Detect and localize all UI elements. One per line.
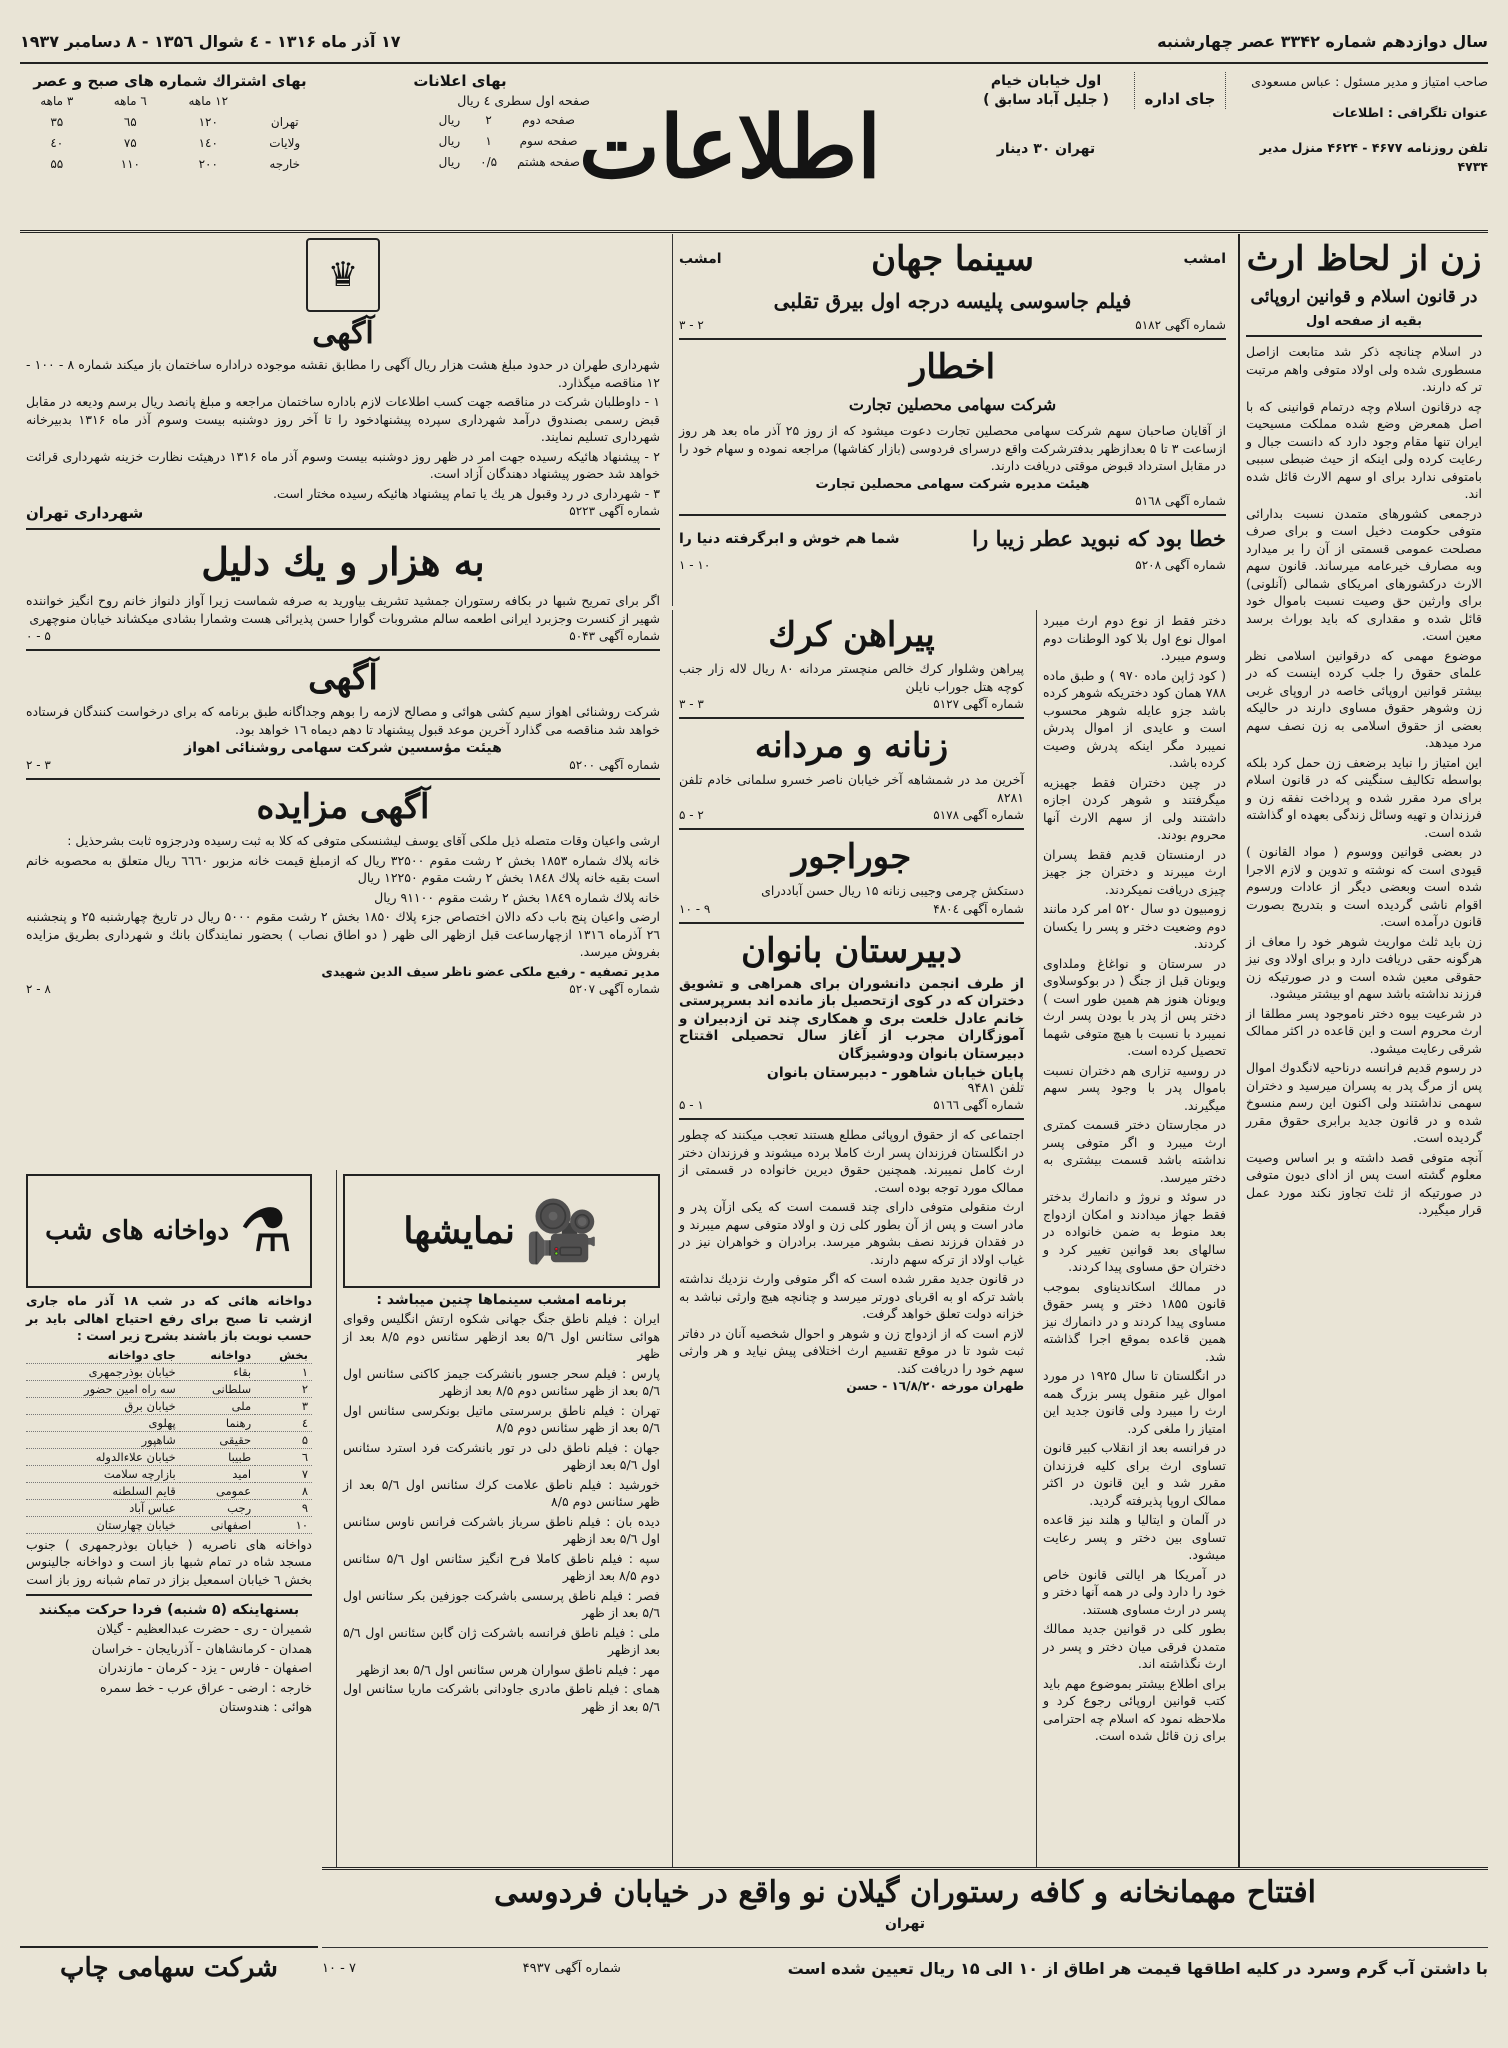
notice-headline: آگهی <box>308 658 378 698</box>
list-item: جهان : فیلم ناطق دلی در تور بانشرکت فرد استرد سئانس اول ۵/٦ بعد ازظهر <box>343 1439 660 1472</box>
school-body: از طرف انجمن دانشوران برای همراهی و تشویق دختران که در کوی ازتحصیل باز مانده اند بسرپرستی خانم عادل خلعت بری و همکاری چند تن ازدبیران و آموزگاران مجرب از آغاز سال تحصیلی اقتتاح دبیرستان بانوان ودوشیزگان <box>679 975 1024 1062</box>
cinema-ad <box>679 234 1226 332</box>
article-paragraph: ( کود ژاپن ماده ۹۷۰ ) و طبق ماده ۷۸۸ همان کود دختریکه شوهر کرده باشد جزو عایله شوهر محسوب است و عایدی از اموال پدرش نمیبرد مگر اینکه پدرش وصیت کرده باشد. <box>1043 667 1227 770</box>
ad-ref-number: ۲ - ۵ <box>679 808 704 822</box>
warning-ad <box>679 346 1226 508</box>
socks-ad <box>679 836 1024 916</box>
article-paragraph: در اسلام چنانچه ذکر شد متابعت ازاصل مسطوری شده ولی اولاد متوفی واهم مرتبت تر که دارند. <box>1246 344 1482 394</box>
ad-ref: شماره آگهی ۵۱۷۸ <box>933 808 1024 822</box>
shop-body: آخرین مد در شمشاهه آخر خیابان ناصر خسرو سلمانی خادم تلفن ۸۲۸۱ <box>679 772 1024 805</box>
price-line: تهران ۳۰ دینار <box>996 141 1096 157</box>
newspaper-logo: اطلاعات <box>578 96 882 198</box>
hotel-headline: افتتاح مهمانخانه و کافه رستوران گیلان نو واقع در خیابان فردوسی <box>494 1875 1316 1910</box>
address-box <box>966 72 1126 159</box>
emblem-icon: ♛ <box>306 238 380 312</box>
article-paragraph: دختر فقط از نوع دوم ارث میبرد اموال نوع اول بلا کود الوطنات دوم وسوم میبرد. <box>1043 613 1226 663</box>
ad-ref-number: ۵ - ۰ <box>26 629 51 643</box>
ad-ref-number: ۱۰ - ۱ <box>679 557 711 572</box>
divider <box>679 828 1024 830</box>
article-paragraph: بطور کلی در قوانین جدید ممالك متمدن فرقی میان دختر و پسر در ارث نگذاشته اند. <box>1043 1621 1226 1671</box>
ad-ref-number: ۸ - ۲ <box>26 982 51 996</box>
dress-headline: پیراهن کرك <box>768 615 935 655</box>
article-inheritance <box>1238 234 1488 1868</box>
hotel-body: با داشتن آب گرم وسرد در کلیه اطاقها قیمت هر اطاق از ۱۰ الی ۱۵ ریال تعیین شده است <box>787 1958 1488 1978</box>
warning-subhead: شرکت سهامی محصلین تجارت <box>848 395 1057 414</box>
hotel-ad-details <box>322 1947 1488 1988</box>
article-dateline: طهران مورخه ۱٦/۸/۲۰ - حسن <box>846 1379 1024 1393</box>
office-box <box>1134 72 1226 109</box>
article-paragraph: در شرعیت بیوه دختر ناموجود پسر مطلقا از ارث محروم است و این قاعده در اکثر ممالک شرقی رعایت میشود. <box>1246 1005 1482 1056</box>
table-row: ٦ طبیبا خیابان علاءالدوله <box>26 1448 312 1465</box>
pharmacies-note: دواخانه های ناصریه ( خیابان بوذرجمهری ) جنوب مسجد شاه در تمام شبها باز است و دواخانه جالینوس بخش ٦ خیابان اسمعیل بزاز در تمام شبانه روز باز است <box>26 1536 312 1587</box>
shop-ad <box>679 725 1024 822</box>
list-item: خارجه : ارضی - عراق عرب - خط سمره <box>100 1679 312 1695</box>
subscription-box <box>20 72 320 175</box>
article-paragraph: این امتیاز را نباید برضعف زن حمل کرد بلکه بواسطه تکالیف سنگینی که در قانون اسلام برای مرد مقرر شده و پرداخت نفقه زن و فرزندان و تهیه وسائل زندگی بعهده او گذاشته شده است. <box>1246 754 1482 840</box>
press-line: شرکت سهامی چاپ <box>20 1946 318 1988</box>
ads-top-center <box>672 234 1232 606</box>
list-item: مهر : فیلم ناطق سواران هرس سئانس اول ۵/٦ بعد ازظهر <box>357 1661 660 1677</box>
notice-item: ۱ - داوطلبان شرکت در مناقصه جهت کسب اطلاعات لازم باداره ساختمان مراجعه و مبلغ پانصد ریال برسم ودیعه در مقابل قبض رسمی بصندوق درآمد شهرداری سپرده پیشنهادخود را تا آخر روز دوشنبه بیست وسوم آذر ماه ۱۳۱۶ بدبیرخانه شهرداری تسلیم نمایند. <box>26 394 660 444</box>
ad-ref: شماره آگهی ۵۲۲۳ <box>569 504 660 518</box>
table-row: ٤ رهنما پهلوی <box>26 1414 312 1431</box>
ad-ref: شماره آگهی ۵۰۴۳ <box>569 629 660 643</box>
list-item: هوائی : هندوستان <box>219 1699 312 1714</box>
list-item: شمیران - ری - حضرت عبدالعظیم - گیلان <box>96 1621 312 1636</box>
theaters-box <box>336 1170 666 1868</box>
ad-ref-number: ۲ - ۳ <box>679 318 704 332</box>
table-row: ۱۰ اصفهانی خیابان چهارستان <box>26 1516 312 1533</box>
ad-ref: شماره آگهی ۵۲۰۰ <box>569 758 660 772</box>
table-row: ولایات ۱٤۰ ۷۵ ٤۰ <box>50 136 301 150</box>
reason-body: اگر برای تمریح شبها در بکافه رستوران جمشید تشریف بیاورید به صرفه شماست زیرا آواز دلنواز خانم روح انگیز خواننده شهیر از کنسرت وجزبرد ایرانی اطعمه سالم مشروبات گوارا حسن پذیرائی هست وشمارا بشادی میکشاند خیابان منوچهری <box>26 593 660 626</box>
pharmacies-table <box>26 1347 312 1534</box>
ad-rates-table <box>429 110 590 173</box>
list-item: دیده بان : فیلم ناطق سرباز باشرکت فرانس ناوس سئانس اول ۵/٦ بعد ازظهر <box>343 1513 660 1546</box>
notices-column <box>20 234 666 1164</box>
ad-ref: شماره آگهی ۵۱٦۸ <box>1135 493 1226 508</box>
table-row: ۲ سلطانی سه راه امین حضور <box>26 1380 312 1397</box>
article-paragraph: در ممالك اسکاندیناوی بموجب قانون ۱۸۵۵ دختر و پسر حقوق مساوی پیدا کردند و در دانمارك نیز همین قاعده بموقع اجرا گذاشته شد. <box>1043 1278 1226 1364</box>
divider <box>26 778 660 780</box>
list-item: تهران : فیلم ناطق برسرستی ماتیل بونکرسی سئانس اول ۵/٦ بعد از ظهر سئانس دوم ۸/۵ <box>343 1402 660 1435</box>
table-row: ۳ ملی خیابان برق <box>26 1397 312 1414</box>
auction-sign: مدیر تصفیه - رفیع ملکی عضو ناظر سیف الدین شهیدی <box>321 963 660 979</box>
warning-headline: اخطار <box>909 347 996 387</box>
list-item: ملی : فیلم ناطق فرانسه باشرکت ژان گابن سئانس اول ۵/٦ بعد ازظهر <box>343 1624 660 1657</box>
table-row: صفحه سوم ۱ ریال <box>438 134 578 148</box>
ad-ref-number: ۳ - ۳ <box>679 697 704 711</box>
article-paragraph: اجتماعی که از حقوق اروپائی مطلع هستند تعجب میکنند که چطور در انگلستان فرزندان پسر ارث کاملا برده میشوند و فرزندان دختر ارث کامل نمیبرند. همچنین حقوق دیرین خانواده در قسمتی از ممالک مورد توجه بوده است. <box>679 1127 1024 1195</box>
ad-ref: شماره آگهی ۵۱۲۷ <box>933 697 1024 711</box>
ad-ref-number: ۱ - ۵ <box>679 1098 704 1112</box>
notice-body: شرکت روشنائی اهواز سیم کشی هوائی و مصالح لازمه را بوهم وجداگانه طبق برنامه که برای درخواست کنندگان فرستاده خواهد شد مناقصه می گذارد آخرین موعد قبول پیشنهاد تا دهم دیماه ۱٦ خواهد بود. <box>26 704 660 737</box>
ad-ref: شماره آگهی ۵۲۰۷ <box>569 982 660 996</box>
issue-info: سال دوازدهم شماره ۳۳۴۲ عصر چهارشنبه <box>1157 31 1488 51</box>
school-ad <box>679 930 1024 1113</box>
ad-ref-number: ۳ - ۲ <box>26 758 51 772</box>
auction-body: خانه پلاك شماره ۱۸٤۹ بخش ۲ رشت مقوم ۹۱۱۰۰ ریال <box>374 889 660 905</box>
perfume-tail: شما هم خوش و ابرگرفته دنیا را <box>679 530 900 547</box>
notice-intro: شهرداری طهران در حدود مبلغ هشت هزار ریال آگهی را مطابق نقشه موجوده دراداره ساختمان باز میکند شماره ۸ - ۱۰۰ - ۱۲ مناقصه میگذارد. <box>26 357 660 390</box>
divider <box>679 338 1226 340</box>
article-paragraph: برای اطلاع بیشتر بموضوع مهم باید کتب قوانین اروپائی رجوع کرد و ملاحظه نمود که اسلام چه احترامی برای زن قائل شده است. <box>1043 1675 1226 1743</box>
divider <box>26 1594 312 1596</box>
school-phone: تلفن ۹۴۸۱ <box>967 1081 1024 1096</box>
table-header: ۱۲ ماهه ٦ ماهه ۳ ماهه <box>40 94 229 108</box>
notice-sign: هیئت مؤسسین شرکت سهامی روشنائی اهواز <box>184 740 502 756</box>
article-paragraph: زن باید ثلث مواریث شوهر خود را معاف از هرگونه حقی دریافت دارد و برای اولاد وی نیز حقوقی معین شده است و در صورتیکه زن فرزند نداشته باشد سهم او بیشتر میشود. <box>1246 933 1482 1001</box>
ad-ref: شماره آگهی ۴۹۳۷ <box>522 1960 621 1976</box>
article-paragraph: در چین دختران فقط جهیزیه میگرفتند و شوهر کردن اجازه داشتند ولی از سهم الارث آنها محروم بودند. <box>1043 774 1226 842</box>
table-row: خارجه ۲۰۰ ۱۱۰ ۵۵ <box>50 157 301 171</box>
table-row: تهران ۱۲۰ ٦۵ ۳۵ <box>50 115 299 129</box>
article-paragraph: در قانون جدید مقرر شده است که اگر متوفی وارث نزدیك نداشته باشد ترکه او به اقربای دورتر میرسد و چنانچه هیچ وارثی نباشد به خزانه دولت تعلق خواهد گرفت. <box>679 1271 1024 1321</box>
address-line-1: اول خیابان خیام <box>990 73 1102 89</box>
auction-body: خانه پلاك شماره ۱۸۵۳ بخش ۲ رشت مقوم ۳۲۵۰۰ ریال که ازمبلغ قیمت خانه مزبور ٦٦٦۰ ریال متعلق به محصوبه خانم است بقیه خانه پلاك ۱۸٤۸ بخش ۲ رشت مقوم ۱۲۲۵۰ ریال <box>26 852 660 885</box>
article-paragraph: در آمریکا هر ایالتی قانون خاص خود را دارد ولی در همه آنها دختر و پسر در ارث مساوی هستند. <box>1043 1566 1226 1617</box>
article-paragraph: در آلمان و ایتالیا و هلند نیز قاعده تساوی بین دختر و پسر رعایت میشود. <box>1043 1512 1226 1562</box>
table-row: ۵ حقیقی شاهپور <box>26 1431 312 1448</box>
list-item: همای : فیلم ناطق مادری جاودانی باشرکت ماریا سئانس اول ۵/٦ بعد از ظهر <box>343 1681 660 1714</box>
table-row: صفحه هشتم ۰/۵ ریال <box>438 155 580 169</box>
list-item: سپه : فیلم ناطق کاملا فرح انگیز سئانس اول ۵/٦ سئانس دوم ۸/۵ بعد ازظهر <box>343 1550 660 1583</box>
ad-ref-number: ۷ - ۱۰ <box>322 1960 356 1976</box>
divider <box>679 514 1226 516</box>
shop-headline: زنانه و مردانه <box>754 726 949 766</box>
ad-rates-box <box>330 72 590 173</box>
socks-headline: جوراجور <box>791 837 912 877</box>
school-headline: دبیرستان بانوان <box>741 930 962 971</box>
publisher-box <box>1238 72 1488 176</box>
school-address: پایان خیابان شاهور - دبیرستان بانوان <box>766 1065 1024 1081</box>
divider <box>679 922 1024 924</box>
list-item: پارس : فیلم سحر جسور بانشرکت جیمز کاکنی سئانس اول ۵/٦ بعد از ظهر سئانس دوم ۸/۵ بعد ازظهر <box>343 1365 660 1398</box>
list-item: ایران : فیلم ناطق جنگ جهانی شکوه ارتش انگلیس وقوای هوائی سئانس اول ۵/٦ بعد ازظهر سئانس دوم ۸/۵ بعد از ظهر <box>343 1311 660 1361</box>
notice-item: ۳ - شهرداری در رد وقبول هر یك یا تمام پیشنهاد هائیکه رسیده مختار است. <box>273 485 660 501</box>
article-continuation <box>1036 610 1232 1868</box>
list-item: همدان - کرمانشاهان - آذربایجان - خراسان <box>91 1640 312 1656</box>
article-subhead: در قانون اسلام و قوانین اروپائی <box>1250 287 1478 307</box>
owner-line: صاحب امتیاز و مدیر مسئول : عباس مسعودی <box>1251 74 1488 89</box>
list-item: اصفهان - فارس - یزد - کرمان - مازندران <box>98 1660 312 1675</box>
article-paragraph: موضوع مهمی که درقوانین اسلامی نظر علمای حقوق را جلب کرده اینست که در بیشتر قوانین اروپائی خاصه در اروپای غربی زن وشوهر حقوق مساوی دارند در حالیکه بعضی از حقوق اسلامی به زن نصف سهم مرد میدهد. <box>1246 647 1482 750</box>
date-line <box>20 20 1488 64</box>
table-row: ۷ امید بازارچه سلامت <box>26 1465 312 1482</box>
theaters-headline: نمایشها <box>403 1210 515 1252</box>
ad-ref: شماره آگهی ۵۱۸۲ <box>1135 318 1226 332</box>
table-header: بخش دواخانه جای دواخانه <box>26 1347 312 1364</box>
pharmacies-headline: دواخانه های شب <box>45 1216 230 1246</box>
divider <box>26 649 660 651</box>
divider <box>679 717 1024 719</box>
telegraph-line: عنوان تلگرافی : اطلاعات <box>1332 105 1488 120</box>
list-item: فصر : فیلم ناطق پرسسی باشرکت جوزفین بکر سئانس اول ۵/٦ بعد از ظهر <box>343 1587 660 1620</box>
divider <box>26 528 660 530</box>
article-paragraph: آنچه متوفی قصد داشته و بر اساس وصیت معلوم گشته است پس از ادای دیون متوفی در صورتیکه از ثلث تجاوز نکند مورد عمل قرار میگیرد. <box>1246 1149 1482 1217</box>
cinema-tonight-left: امشب <box>679 251 722 267</box>
hotel-ad-banner <box>322 1867 1488 1946</box>
article-continued: بقیه از صفحه اول <box>1306 314 1422 329</box>
article-paragraph: چه درقانون اسلام وچه درتمام قوانینی که با اصل همعرض وضع شده مملکت مسیحیت ایران تنها مقام وجود دارد که دانست جبال و رعایت کرده ولی اینکه از حیث ضبطی سببی بامتوفی ندارد برای او سهم الارث قائل شده اند. <box>1246 398 1482 501</box>
ad-ref: شماره آگهی ۵۱٦٦ <box>933 1098 1024 1112</box>
cinema-tonight-right: امشب <box>1183 251 1226 267</box>
departures-headline: بسنهاینکه (۵ شنبه) فردا حرکت میکنند <box>38 1602 300 1618</box>
article-paragraph: در سرستان و نواغاغ وملداوی ویونان قبل از جنگ ( در بوکوسلاوی ویونان هنوز هم همین طور است ) دختر پس از پدر با بودن پسر ارث نمیبرد با نسبت با هیچ متوفی شهما تحصیل کرده است. <box>1043 955 1226 1058</box>
subscription-table <box>20 91 320 175</box>
ads-center-column <box>672 610 1030 1868</box>
masthead <box>20 66 1488 233</box>
cinema-headline: سینما جهان <box>871 239 1034 279</box>
hotel-city: تهران <box>885 1916 925 1932</box>
divider <box>679 1118 1024 1120</box>
article-paragraph: ارث منقولی متوفی دارای چند قسمت است که یکی ازآن پدر و مادر است و پس از آن بطور کلی زن و اولاد متوفی سهم میبرند و در فقدان فرزند نصف بشوهر میرسد. برادران و خواهران نیز در غیاب اولاد از ترکه سهم دارند. <box>679 1199 1024 1267</box>
article-paragraph: در رسوم قدیم فرانسه درناحیه لانگدوك اموال پس از مرگ پدر به پسران میرسید و دختران سهمی نداشتند ولی اکنون این رسم منسوخ شده و در قانون جدید برابری حقوق مقرر گردیده است. <box>1246 1060 1482 1145</box>
warning-body: از آقایان صاحبان سهم شرکت سهامی محصلین تجارت دعوت میشود که از روز ۲۵ آذر ماه بعد هر روز ازساعت ۳ تا ۵ بعدازظهر بدفترشرکت واقع درسرای فردوسی (بازار کفاشها) مراجعه نموده و سهام خود را در مقابل استرداد قبوض موقتی دریافت دارند. <box>679 423 1227 473</box>
article-paragraph: در مجارستان دختر قسمت کمتری ارث میبرد و اگر متوفی پسر نداشته باشد قسمت بیشتری به دختر میرسد. <box>1043 1117 1226 1185</box>
address-line-2: ( جلیل آباد سابق ) <box>983 92 1109 108</box>
article-paragraph: در سوئد و نروژ و دانمارك بدختر فقط جهاز میدادند و امکان ازدواج بعد منوط به ضمن خانواده در سالهای بعد قوانین تغییر کرد و دختران حق مساوی پیدا کردند. <box>1043 1189 1226 1274</box>
perfume-ad <box>679 522 1226 572</box>
list-item: خورشید : فیلم ناطق علامت کرك سئانس اول ۵/٦ بعد از ظهر سئانس دوم ۸/۵ <box>343 1476 660 1509</box>
article-paragraph: در انگلستان تا سال ۱۹۲۵ در مورد اموال غیر منقول پسر بزرگ همه ارث را میبرد ولی قانون جدید این امتیاز را ملغی کرد. <box>1043 1368 1226 1436</box>
warning-sign: هیئت مدیره شرکت سهامی محصلین تجارت <box>815 476 1090 492</box>
cinema-subhead: فیلم جاسوسی پلیسه درجه اول بیرق تقلبی <box>773 289 1132 313</box>
notice-item: ۲ - پیشنهاد هائیکه رسیده جهت امر در ظهر روز دوشنبه بیست وسوم آذر ماه ۱۳۱۶ درهیئت نظارت خزینه شهرداری قرائت خواهد شد حضور پیشنهاد دهندگان آزاد است. <box>26 448 660 481</box>
article-paragraph: در فرانسه بعد از انقلاب کبیر قانون تساوی ارث برای کلیه فرزندان مقرر شد و این قانون در اکثر ممالک اروپا پذیرفته گردید. <box>1043 1440 1226 1508</box>
article-paragraph: در بعضی قوانین ووسوم ( مواد القانون ) قیودی است که نوشته و تدوین و لازم الاجرا شده است وبعضی دیگر از عادات ورسوم اقوام ناشی گردیده است و بتدریج بصورت قانون درآمده است. <box>1246 844 1482 929</box>
notice-headline: آگهی <box>312 316 374 351</box>
subscription-title: بهای اشتراك شماره های صبح و عصر <box>33 72 307 90</box>
auction-body: ارضی واعیان پنج باب دکه دالان اختصاص جزء پلاك ۱۸۵۰ بخش ۲ رشت مقوم ۵۰۰۰ ریال در تاریخ چهارشنبه ۲۵ و پنجشنبه ۲٦ آذرماه ۱۳۱٦ ازچهارساعت قبل ازظهر الی ظهر ( دو اطاق نصاب ) بحضور نمایندگان بانك و شهرداری بطریق مزایده بفروش میرسد. <box>26 909 660 959</box>
table-row: ۹ رجب عباس آباد <box>26 1499 312 1516</box>
ad-rates-sub: صفحه اول سطری ٤ ریال <box>457 93 590 108</box>
auction-headline: آگهی مزایده <box>256 787 430 827</box>
dress-ad <box>679 614 1024 711</box>
pharmacies-banner <box>26 1174 312 1288</box>
office-label: جای اداره <box>1144 90 1216 108</box>
projector-icon: 🎥 <box>524 1196 600 1267</box>
ad-ref-number: ۹ - ۱۰ <box>679 901 711 916</box>
pharmacies-box <box>20 1170 318 1938</box>
socks-body: دستکش چرمی وجیبی زنانه ۱۵ ریال حسن آباددرای <box>761 883 1024 898</box>
issue-date: ۱۷ آذر ماه ۱۳۱۶ - ٤ شوال ۱۳۵٦ - ۸ دسامبر ۱۹۳۷ <box>20 31 401 51</box>
article-headline: زن از لحاظ ارث <box>1246 239 1482 279</box>
theaters-banner <box>343 1174 660 1288</box>
phones-line: تلفن روزنامه ۴۶۷۷ - ۴۶۲۴ منزل مدیر ۴۷۳۴ <box>1259 140 1488 174</box>
table-row: ۱ بقاء خیابان بوذرجمهری <box>26 1363 312 1380</box>
article-paragraph: در روسیه تزاری هم دختران نسبت باموال پدر با وجود پسر سهم میگیرند. <box>1043 1062 1226 1113</box>
divider <box>1246 335 1482 337</box>
article-paragraph: زومبیون دو سال ۵۲۰ امر کرد مانند دوم وضعیت دختر و پسر را یکسان کردند. <box>1043 901 1226 951</box>
theaters-intro: برنامه امشب سینماها چنین میباشد : <box>376 1292 627 1308</box>
ad-ref: شماره آگهی ۴۸۰٤ <box>933 901 1024 916</box>
newspaper-page <box>20 20 1488 2028</box>
ad-rates-title: بهای اعلانات <box>413 72 507 90</box>
pharmacies-intro: دواخانه هائی که در شب ۱۸ آذر ماه جاری ازشب تا صبح برای رفع احتیاج اهالی باید بر حسب نوبت باز باشند بشرح زیر است : <box>26 1293 312 1343</box>
article-paragraph: درجمعی کشورهای متمدن نسبت بدارائی متوفی حکومت دخیل است و برای صرف مصلحت عمومی قسمتی از آن را بر میدارد وبه مصارف خیرعامه میرساند. قانون سهم الارث درکشورهای امریکای شمالی (آنلونی) برای وارثین حق وصیت نسبت باموال خود قائل شده و مقداری که باید بوراث برسد معین است. <box>1246 505 1482 643</box>
notice-sign: شهرداری تهران <box>26 504 144 522</box>
ad-ref: شماره آگهی ۵۲۰۸ <box>1135 557 1226 572</box>
table-row: صفحه دوم ۲ ریال <box>438 113 575 127</box>
article-paragraph: لازم است که از ازدواج زن و شوهر و احوال شخصیه آنان در دفاتر ثبت شود تا در موقع تقسیم ارث اختلافی پیش نیاید و هر وارثی سهم خود را دریافت کند. <box>679 1325 1024 1376</box>
perfume-headline: خطا بود که نبوید عطر زیبا را <box>972 525 1226 551</box>
auction-body: ارشی واعیان وقات متصله ذیل ملکی آقای یوسف لیشنسکی متوفی که کلا به ثبت رسیده ودرجزوه ثابت بشرحذیل : <box>67 833 660 848</box>
reason-headline: به هزار و یك دلیل <box>201 539 485 584</box>
table-row: ۸ عمومی قایم السلطنه <box>26 1482 312 1499</box>
dress-body: پیراهن وشلوار کرك خالص منچستر مردانه ۸۰ ریال لاله زار جنب کوچه هتل جوراب نایلن <box>679 661 1024 694</box>
article-paragraph: در ارمنستان قدیم فقط پسران ارث میبرند و دختران جز جهیز چیزی دریافت نمیکردند. <box>1043 846 1226 897</box>
pharmacy-icon: ⚗ <box>239 1196 293 1266</box>
